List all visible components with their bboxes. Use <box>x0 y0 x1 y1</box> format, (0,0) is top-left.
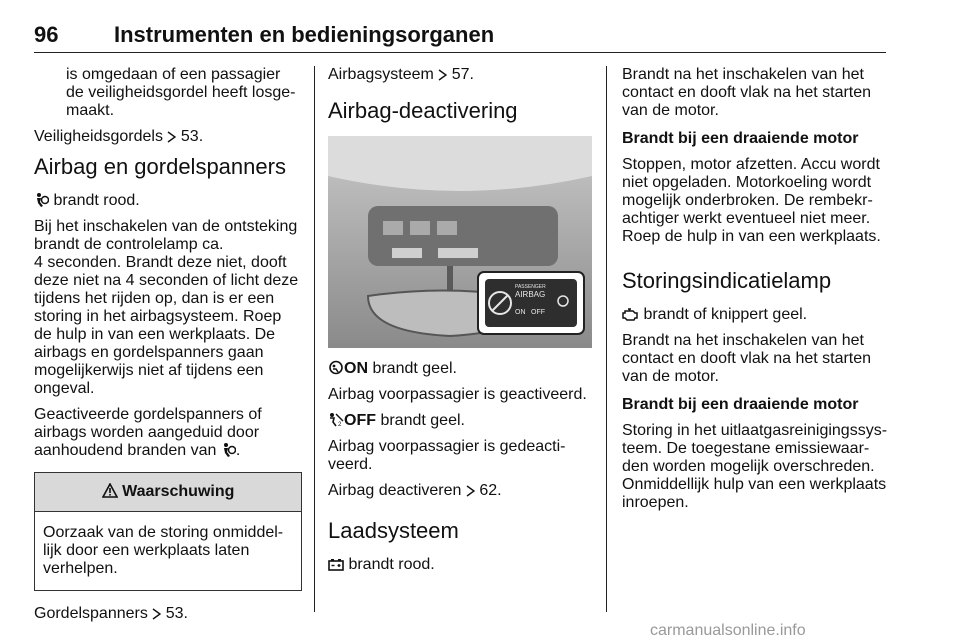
passenger-airbag-off-icon <box>328 412 344 427</box>
charging-system-heading: Laadsysteem <box>328 518 459 543</box>
airbag-warning-icon <box>221 442 236 457</box>
fault-indicator-heading: Storingsindicatielamp <box>622 268 832 293</box>
battery-icon <box>328 558 344 571</box>
watermark: carmanualsonline.info <box>650 622 806 639</box>
airbagsystem-reference[interactable]: Airbagsysteem 57. <box>328 66 474 83</box>
airbag-warning-icon <box>34 192 49 207</box>
column-1 <box>34 66 302 631</box>
running-engine-heading-2: Brandt bij een draaiende motor <box>622 396 859 413</box>
airbag-heading: Airbag en gordelspanners <box>34 154 286 179</box>
reference-arrow-icon <box>466 485 475 497</box>
activated-paragraph: Geactiveerde gordelspanners of airbags worden aangeduid door aanhoudend branden van . <box>34 406 262 459</box>
airbag-on-line: ON brandt geel. <box>328 360 592 378</box>
exhaust-fault-text: Storing in het uitlaatgasreinigingssys-teem. De toegestane emissiewaar-den worden mogelijk overschreden. Onmiddellijk hulp van een werkplaats inroepen. <box>622 422 888 511</box>
airbag-deactivate-reference[interactable]: Airbag deactiveren 62. <box>328 482 502 499</box>
column-divider <box>314 66 315 612</box>
warning-triangle-icon <box>102 483 118 498</box>
page-header <box>34 22 886 53</box>
column-2 <box>328 66 592 582</box>
continued-text: is omgedaan of een passagier de veiligheidsgordel heeft losge-maakt. <box>66 66 296 119</box>
passenger-airbag-on-icon <box>328 360 344 375</box>
svg-text:OFF: OFF <box>531 309 545 316</box>
svg-text:PASSENGER: PASSENGER <box>515 284 546 290</box>
tensioners-reference[interactable]: Gordelspanners 53. <box>34 605 188 622</box>
overhead-console-photo <box>328 136 592 348</box>
column-divider <box>606 66 607 612</box>
engine-check-icon <box>622 308 639 321</box>
running-engine-text: Stoppen, motor afzetten. Accu wordt niet opgeladen. Motorkoeling wordt mogelijk onderbroken. De rembekr-achtiger werkt eventueel niet meer. Roep de hulp in van een werkplaats. <box>622 156 881 245</box>
svg-text:2: 2 <box>338 422 342 427</box>
airbag-off-line: 2 OFF brandt geel. <box>328 412 592 430</box>
fault-lamp-line: brandt of knippert geel. <box>622 306 890 324</box>
page-title: Instrumenten en bedieningsorganen <box>114 22 495 47</box>
reference-arrow-icon <box>438 69 447 81</box>
running-engine-heading: Brandt bij een draaiende motor <box>622 130 859 147</box>
airbag-lamp-line: brandt rood. <box>34 192 302 210</box>
svg-text:ON: ON <box>515 309 526 316</box>
warning-title: Waarschuwing <box>122 483 235 500</box>
reference-arrow-icon <box>167 131 176 143</box>
reference-arrow-icon <box>152 608 161 620</box>
warning-box <box>34 472 302 591</box>
warning-body: Oorzaak van de storing onmiddel-lijk door een werkplaats laten verhelpen. <box>43 524 284 577</box>
seatbelts-reference[interactable]: Veiligheidsgordels 53. <box>34 128 204 145</box>
fault-start-text: Brandt na het inschakelen van het contact en dooft vlak na het starten van de motor. <box>622 332 872 385</box>
seconds-paragraph: 4 seconden. Brandt deze niet, dooft deze niet na 4 seconden of licht deze tijdens het rijden op, dan is er een storing in het airbagsysteem. Roep de hulp in van een werkplaats. De airbags en gordelspanners gaan mogelijkerwijs niet af tijdens een ongeval. <box>34 254 299 397</box>
warning-header <box>35 473 301 512</box>
svg-text:AIRBAG: AIRBAG <box>515 290 546 299</box>
ignition-paragraph: Bij het inschakelen van de ontsteking brandt de controlelamp ca. <box>34 218 298 253</box>
airbag-deactivated-text: Airbag voorpassagier is gedeacti-veerd. <box>328 438 566 473</box>
airbag-deactivation-heading: Airbag-deactivering <box>328 98 518 123</box>
charging-lamp-line: brandt rood. <box>328 556 592 574</box>
airbag-activated-text: Airbag voorpassagier is geactiveerd. <box>328 386 587 403</box>
page-number: 96 <box>34 22 59 47</box>
charging-start-text: Brandt na het inschakelen van het contact en dooft vlak na het starten van de motor. <box>622 66 872 119</box>
column-3 <box>622 66 890 520</box>
